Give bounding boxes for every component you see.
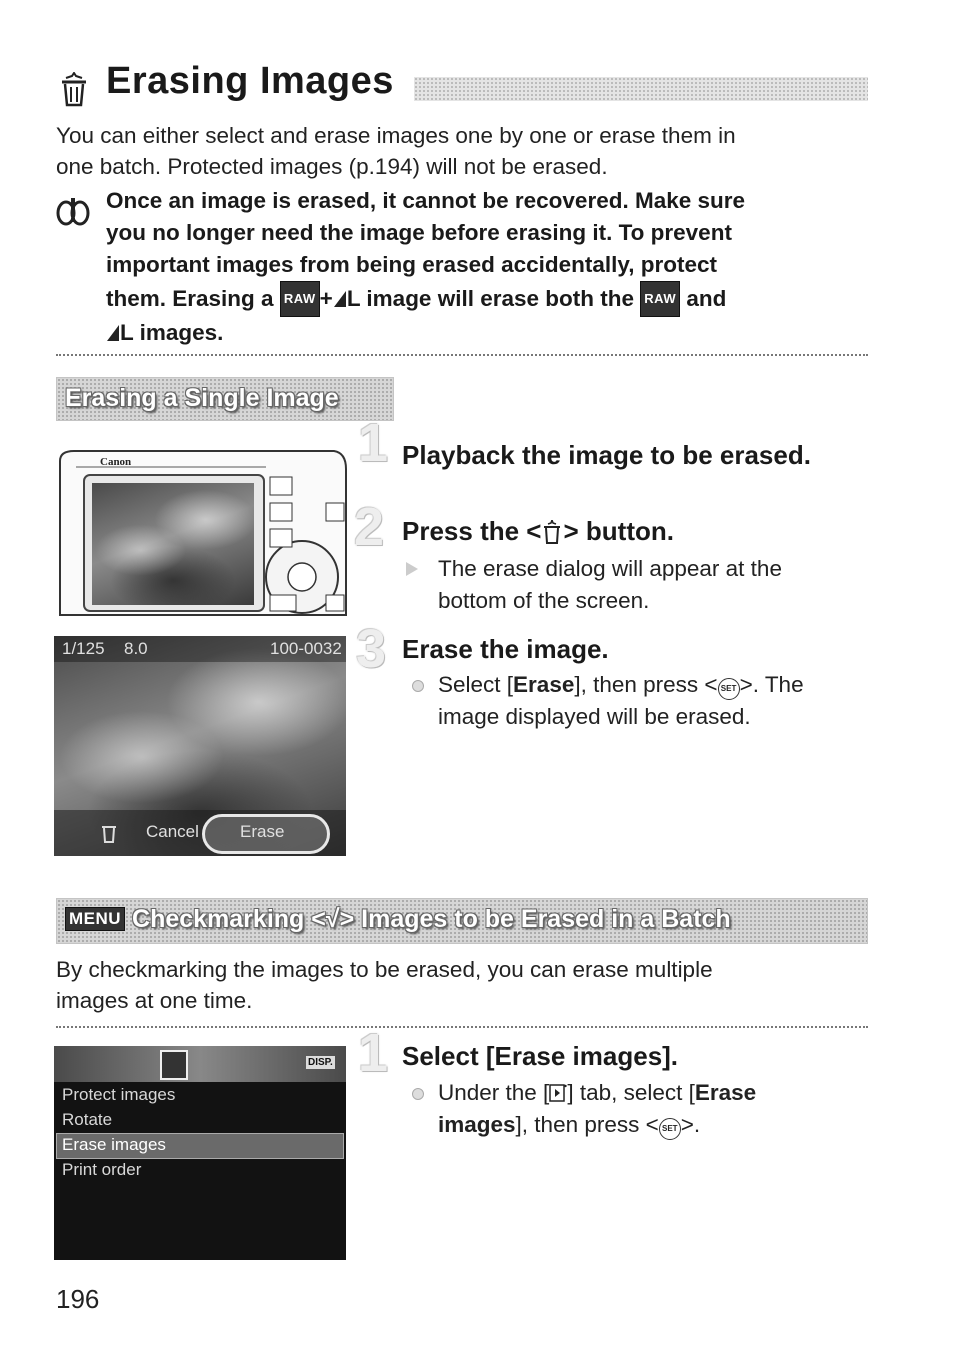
menu-screen bbox=[54, 1046, 346, 1260]
menu-item-rotate[interactable]: Rotate bbox=[62, 1110, 113, 1129]
erase-dialog-screen bbox=[54, 636, 346, 856]
batch-intro-text: By checkmarking the images to be erased, you can erase multiple images at one time. bbox=[56, 957, 713, 1013]
trash-icon bbox=[541, 520, 563, 544]
disp-badge: DISP. bbox=[308, 1057, 333, 1068]
playback-tab-icon[interactable] bbox=[160, 1050, 188, 1080]
menu-item-protect[interactable]: Protect images bbox=[62, 1085, 176, 1104]
intro-line: You can either select and erase images one by one or erase them in bbox=[56, 123, 736, 148]
bullet-icon bbox=[412, 1088, 424, 1100]
raw-badge: RAW bbox=[640, 281, 680, 317]
playback-tab-icon bbox=[549, 1083, 567, 1103]
warning-line: them. Erasing a RAW + L image will erase both the RAW and bbox=[106, 281, 876, 317]
set-button-icon: SET bbox=[659, 1118, 681, 1140]
file-number: 100-0032 bbox=[270, 639, 342, 658]
step-number: 2 bbox=[354, 497, 385, 557]
step-title: Select [Erase images]. bbox=[402, 1041, 679, 1071]
step-title: Press the < > button. bbox=[402, 516, 674, 546]
divider bbox=[56, 354, 868, 356]
step-description: The erase dialog will appear at the bottom of the screen. bbox=[438, 556, 782, 613]
warning-line: L images. bbox=[106, 317, 876, 349]
aperture: 8.0 bbox=[124, 639, 148, 658]
intro-line: one batch. Protected images (p.194) will not be erased. bbox=[56, 154, 608, 179]
step-number: 3 bbox=[356, 619, 387, 679]
step-number: 1 bbox=[358, 413, 389, 473]
shutter-speed: 1/125 bbox=[62, 639, 105, 658]
title-decoration bbox=[414, 77, 868, 101]
intro-text bbox=[56, 120, 736, 182]
trash-icon bbox=[100, 822, 118, 844]
warning-line: you no longer need the image before erasing it. To prevent bbox=[106, 220, 732, 245]
step-description: Select [Erase], then press < SET >. The image displayed will be erased. bbox=[438, 672, 804, 729]
warning-line: Once an image is erased, it cannot be recovered. Make sure bbox=[106, 188, 746, 213]
page-title-row bbox=[56, 60, 868, 110]
bullet-icon bbox=[412, 680, 424, 692]
raw-badge: RAW bbox=[280, 281, 320, 317]
step-title: Playback the image to be erased. bbox=[402, 440, 811, 470]
camera-screen-photo bbox=[92, 483, 254, 605]
erase-option[interactable]: Erase bbox=[240, 822, 285, 841]
warning-text bbox=[106, 185, 876, 349]
section-header-single: Erasing a Single Image bbox=[56, 377, 394, 421]
set-button-icon: SET bbox=[718, 678, 740, 700]
warning-line: important images from being erased accidentally, protect bbox=[106, 252, 717, 277]
page-number: 196 bbox=[56, 1284, 100, 1314]
page-title: Erasing Images bbox=[106, 60, 394, 102]
menu-item-erase[interactable]: Erase images bbox=[62, 1135, 166, 1154]
menu-badge: MENU bbox=[65, 907, 125, 931]
camera-brand: Canon bbox=[100, 456, 132, 468]
section-header-batch: MENU Checkmarking <√> Images to be Erased in a Batch bbox=[56, 898, 868, 944]
result-arrow-icon bbox=[406, 562, 418, 576]
trash-icon bbox=[56, 72, 92, 108]
quality-fine-icon bbox=[106, 324, 120, 342]
menu-item-print-order[interactable]: Print order bbox=[62, 1160, 142, 1179]
step-title: Erase the image. bbox=[402, 634, 609, 664]
step-number: 1 bbox=[358, 1023, 389, 1083]
menu-tab-bar bbox=[54, 1046, 346, 1082]
cancel-option[interactable]: Cancel bbox=[146, 822, 199, 841]
caution-icon bbox=[56, 193, 90, 227]
divider bbox=[56, 1026, 868, 1028]
quality-fine-icon bbox=[333, 290, 347, 308]
step-description: Under the [ ] tab, select [Erase images], then press < SET >. bbox=[438, 1077, 756, 1141]
